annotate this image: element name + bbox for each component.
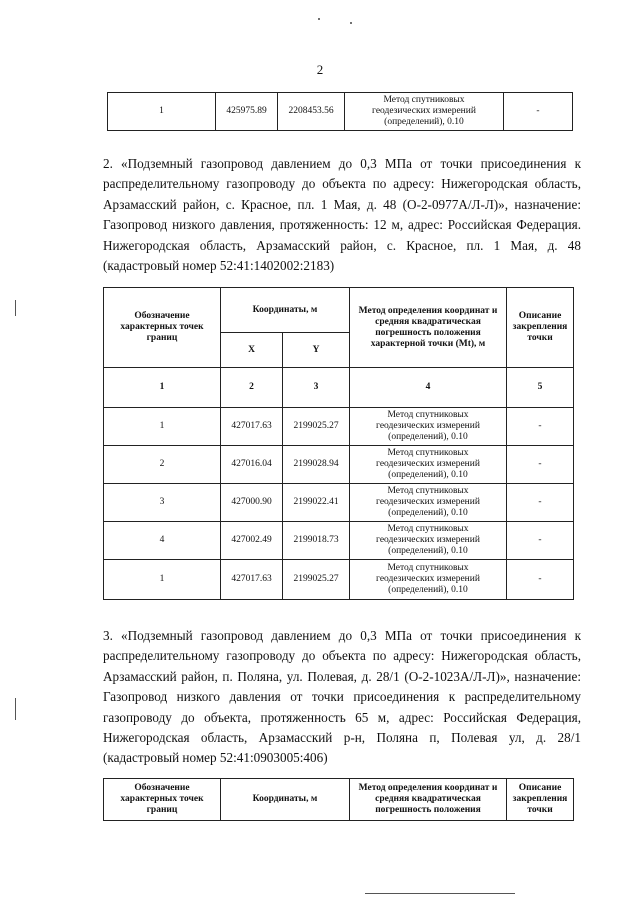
top-coordinate-table: [107, 92, 573, 131]
method-line: геодезических измерений: [376, 535, 480, 545]
column-number-row: [104, 368, 574, 408]
cell-y: 2199025.27: [283, 408, 350, 446]
header-y: Y: [283, 333, 350, 368]
table-row: [104, 446, 574, 484]
column-number: 2: [221, 368, 283, 408]
cell-x: 427002.49: [221, 522, 283, 560]
cell-y: 2199018.73: [283, 522, 350, 560]
cell-description: -: [507, 560, 574, 600]
section-2-text: 2. «Подземный газопровод давлением до 0,3 МПа от точки присоединения к распределительному газопроводу до объекта по адресу: Нижегородская область, Арзамасский район, с. Красное, пл. 1 Мая, д. 48 (О-2-0977А/Л-Л)», назначение: Газопровод низкого давления, протяженность: 12 м, адрес: Российская Федерация. Нижегородская область, Арзамасский район, с. Красное, пл. 1 Мая, д. 48 (кадастровый номер 52:41:1402002:2183): [103, 156, 581, 274]
method-line: (определений), 0.10: [384, 117, 464, 127]
header-x: X: [221, 333, 283, 368]
cell-y: 2199028.94: [283, 446, 350, 484]
cell-y: 2199022.41: [283, 484, 350, 522]
coordinates-table-2: [103, 287, 574, 600]
column-number: 4: [350, 368, 507, 408]
method-line: геодезических измерений: [376, 459, 480, 469]
header-description: Описание закрепления точки: [507, 779, 574, 821]
cell-description: -: [507, 446, 574, 484]
section-3-paragraph: [103, 626, 581, 769]
table-row: [104, 560, 574, 600]
section-3-text: 3. «Подземный газопровод давлением до 0,3 МПа от точки присоединения к распределительному газопроводу до объекта по адресу: Нижегородская область, Арзамасский район, п. Поляна, ул. Полевая, д. 28/1 (О-2-1023А/Л-Л)», назначение: Газопровод низкого давления от точки присоединения к распределительному газопроводу до объекта, протяженность 65 м, адрес: Российская Федерация, Нижегородская область, Арзамасский р-н, Поляна п, Полевая ул, д. 28/1 (кадастровый номер 52:41:0903005:406): [103, 628, 581, 766]
header-coordinates: Координаты, м: [221, 779, 350, 821]
cell-x: 427000.90: [221, 484, 283, 522]
method-line: геодезических измерений: [376, 574, 480, 584]
method-line: (определений), 0.10: [388, 470, 468, 480]
cell-method: [345, 93, 504, 131]
cell-x: 425975.89: [216, 93, 278, 131]
column-number: 5: [507, 368, 574, 408]
cell-description: -: [507, 408, 574, 446]
scan-dot: [318, 18, 320, 20]
cell-x: 427016.04: [221, 446, 283, 484]
cell-x: 427017.63: [221, 560, 283, 600]
table-row: [108, 93, 573, 131]
method-line: Метод спутниковых: [387, 410, 469, 420]
cell-method: [350, 408, 507, 446]
coordinates-table-3: [103, 778, 574, 821]
method-line: (определений), 0.10: [388, 585, 468, 595]
method-line: геодезических измерений: [376, 497, 480, 507]
header-coordinates: Координаты, м: [221, 288, 350, 333]
cell-point: 1: [104, 408, 221, 446]
scan-margin-line: [15, 300, 16, 316]
method-line: (определений), 0.10: [388, 432, 468, 442]
bottom-rule: [365, 893, 515, 894]
method-line: (определений), 0.10: [388, 508, 468, 518]
header-row: [104, 288, 574, 333]
method-line: Метод спутниковых: [387, 563, 469, 573]
method-line: Метод спутниковых: [387, 486, 469, 496]
cell-method: [350, 560, 507, 600]
header-description: Описание закрепления точки: [507, 288, 574, 368]
table-row: [104, 484, 574, 522]
cell-method: [350, 522, 507, 560]
method-line: Метод спутниковых: [387, 524, 469, 534]
header-point: Обозначение характерных точек границ: [104, 779, 221, 821]
cell-method: [350, 446, 507, 484]
cell-point: 4: [104, 522, 221, 560]
cell-y: 2199025.27: [283, 560, 350, 600]
column-number: 3: [283, 368, 350, 408]
header-method: Метод определения координат и средняя квадратическая погрешность положения: [350, 779, 507, 821]
cell-description: -: [507, 522, 574, 560]
cell-point: 1: [104, 560, 221, 600]
cell-y: 2208453.56: [278, 93, 345, 131]
cell-description: -: [504, 93, 573, 131]
cell-point: 3: [104, 484, 221, 522]
cell-point: 1: [108, 93, 216, 131]
cell-x: 427017.63: [221, 408, 283, 446]
method-line: геодезических измерений: [376, 421, 480, 431]
method-line: (определений), 0.10: [388, 546, 468, 556]
table-row: [104, 522, 574, 560]
header-method: Метод определения координат и средняя квадратическая погрешность положения характерной точки (Mt), м: [350, 288, 507, 368]
header-row: [104, 779, 574, 821]
method-line: геодезических измерений: [372, 106, 476, 116]
method-line: Метод спутниковых: [383, 95, 465, 105]
scan-dot: [350, 22, 352, 24]
page-number: 2: [316, 62, 324, 77]
table-row: [104, 408, 574, 446]
header-point: Обозначение характерных точек границ: [104, 288, 221, 368]
section-2-paragraph: [103, 154, 581, 276]
cell-description: -: [507, 484, 574, 522]
method-line: Метод спутниковых: [387, 448, 469, 458]
cell-point: 2: [104, 446, 221, 484]
cell-method: [350, 484, 507, 522]
scan-margin-line: [15, 698, 16, 720]
column-number: 1: [104, 368, 221, 408]
